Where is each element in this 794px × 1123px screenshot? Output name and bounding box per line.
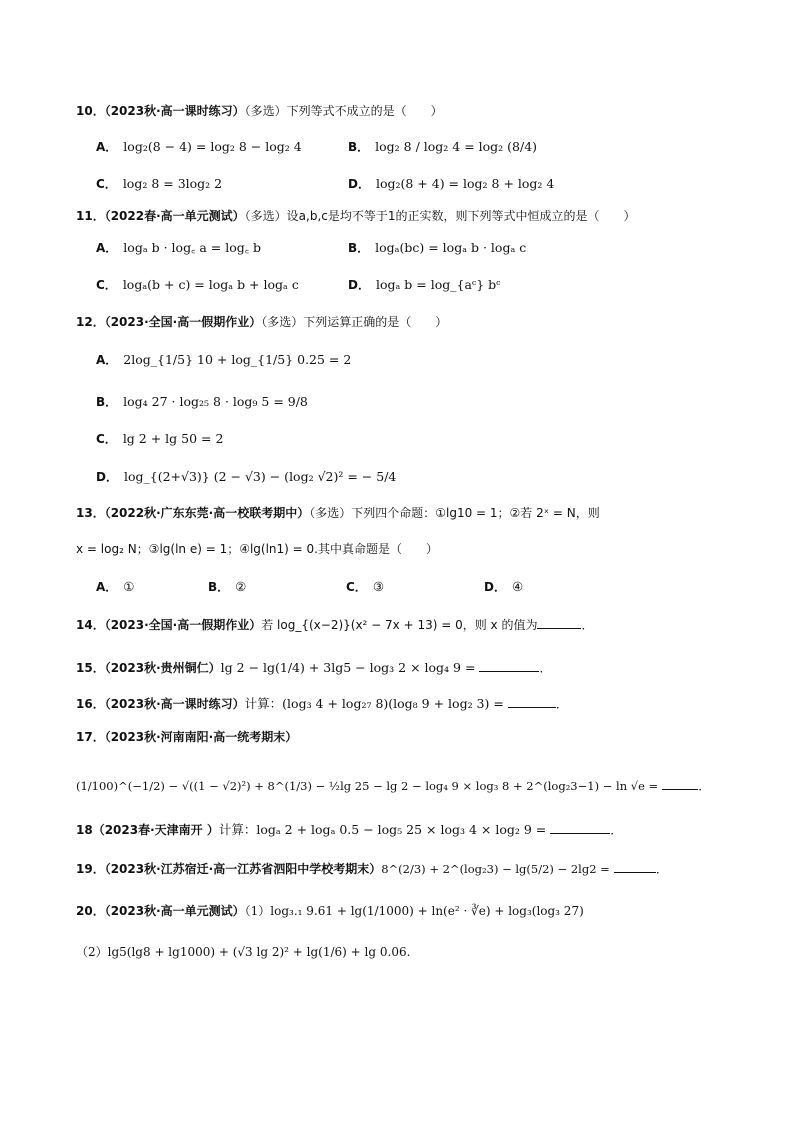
option-text: log₂ 8 / log₂ 4 = log₂ (8/4) xyxy=(375,139,538,154)
option-d xyxy=(348,276,500,294)
option-a xyxy=(96,578,135,596)
option-label: B． xyxy=(96,395,118,409)
answer-blank[interactable] xyxy=(479,659,539,672)
question-14 xyxy=(76,616,593,634)
question-stem: 计算：(log₃ 4 + log₂₇ 8)(log₈ 9 + log₂ 3) = xyxy=(244,696,504,711)
question-end: ． xyxy=(555,697,568,711)
option-b xyxy=(348,138,537,156)
option-a xyxy=(96,351,351,369)
answer-blank[interactable] xyxy=(550,821,610,834)
option-label: D． xyxy=(348,278,370,292)
option-text: ④ xyxy=(511,579,524,594)
answer-blank[interactable] xyxy=(537,616,581,629)
question-13 xyxy=(76,504,600,522)
question-10 xyxy=(76,102,443,120)
question-source: （2023·全国·高一假期作业） xyxy=(104,618,262,632)
question-source: （2023秋·高一课时练习） xyxy=(104,697,245,711)
option-c xyxy=(96,175,222,193)
option-text: ② xyxy=(235,579,247,594)
option-d xyxy=(484,578,523,596)
option-label: C． xyxy=(96,432,117,446)
option-text: logₐ b = log_{aᶜ} bᶜ xyxy=(375,277,501,292)
question-source: （2022春·高一单元测试） xyxy=(104,209,245,223)
question-stem: (1/100)^(−1/2) − √((1 − √2)²) + 8^(1/3) − ½lg 25 − lg 2 − log₄ 9 × log₃ 8 + 2^(log₂3−1) − ln √e = xyxy=(76,779,659,793)
answer-blank[interactable] xyxy=(662,777,698,790)
option-label: C． xyxy=(96,278,117,292)
question-number: 17． xyxy=(76,730,105,744)
question-source: （2023秋·高一课时练习） xyxy=(104,104,245,118)
option-c xyxy=(96,276,299,294)
question-end: ． xyxy=(581,618,594,632)
question-source: （2023秋·高一单元测试） xyxy=(104,904,245,918)
question-number: 14． xyxy=(76,618,105,632)
answer-blank[interactable] xyxy=(614,860,656,873)
option-b xyxy=(348,239,526,257)
option-label: C． xyxy=(96,177,117,191)
option-c xyxy=(96,430,223,448)
option-text: log_{(2+√3)} (2 − √3) − (log₂ √2)² = − 5/4 xyxy=(123,469,397,484)
question-20 xyxy=(76,902,584,920)
question-stem: （多选）下列四个命题：①lg10 = 1；②若 2ˣ = N，则 xyxy=(309,506,600,520)
question-number: 19． xyxy=(76,862,105,876)
question-15 xyxy=(76,659,551,677)
question-number: 20． xyxy=(76,904,105,918)
option-label: A． xyxy=(96,241,118,255)
question-number: 13． xyxy=(76,506,105,520)
question-16 xyxy=(76,695,568,713)
question-source: （2023秋·江苏宿迁·高一江苏省泗阳中学校考期末） xyxy=(104,862,382,876)
question-17-expression xyxy=(76,777,710,795)
question-stem: lg 2 − lg(1/4) + 3lg5 − log₃ 2 × log₄ 9 = xyxy=(220,660,476,675)
question-source: （2023秋·河南南阳·高一统考期末） xyxy=(104,730,298,744)
option-d xyxy=(96,468,396,486)
question-number: 16． xyxy=(76,697,105,711)
option-label: B． xyxy=(208,580,230,594)
option-b xyxy=(96,393,308,411)
question-number: 10． xyxy=(76,104,105,118)
question-18 xyxy=(76,821,622,839)
option-text: lg 2 + lg 50 = 2 xyxy=(122,431,224,446)
option-label: D． xyxy=(348,177,370,191)
question-part-1: （1）log₃.₁ 9.61 + lg(1/1000) + ln(e² · ∛e) + log₃(log₃ 27) xyxy=(244,904,584,918)
option-label: A． xyxy=(96,353,118,367)
question-number: 11． xyxy=(76,209,105,223)
option-label: B． xyxy=(348,241,370,255)
question-source: （2023秋·贵州铜仁） xyxy=(104,661,221,675)
question-end: ． xyxy=(698,779,711,793)
option-text: log₄ 27 · log₂₅ 8 · log₉ 5 = 9/8 xyxy=(123,394,308,409)
option-c xyxy=(346,578,384,596)
option-text: log₂(8 − 4) = log₂ 8 − log₂ 4 xyxy=(123,139,302,154)
question-number: 18 xyxy=(76,823,93,837)
question-end: ． xyxy=(539,661,552,675)
question-end: ． xyxy=(655,862,668,876)
option-text: 2log_{1/5} 10 + log_{1/5} 0.25 = 2 xyxy=(123,352,352,367)
question-stem: 计算：logₐ 2 + logₐ 0.5 − log₅ 25 × log₃ 4 × log₂ 9 = xyxy=(218,822,547,837)
option-text: log₂(8 + 4) = log₂ 8 + log₂ 4 xyxy=(375,176,555,191)
question-stem: （多选）下列等式不成立的是（ ） xyxy=(244,104,443,118)
option-label: B． xyxy=(348,140,370,154)
question-11 xyxy=(76,207,636,225)
question-number: 15． xyxy=(76,661,105,675)
option-a xyxy=(96,138,302,156)
option-label: D． xyxy=(96,470,118,484)
option-label: A． xyxy=(96,580,118,594)
question-20-part-2 xyxy=(76,943,410,961)
question-stem: （多选）设a,b,c是均不等于1的正实数，则下列等式中恒成立的是（ ） xyxy=(244,209,636,223)
option-b xyxy=(208,578,246,596)
question-source: （2022秋·广东东莞·高一校联考期中） xyxy=(104,506,310,520)
question-12 xyxy=(76,313,447,331)
option-text: logₐ b · log꜀ a = log꜀ b xyxy=(123,240,262,255)
question-source: （2023·全国·高一假期作业） xyxy=(104,315,262,329)
question-19 xyxy=(76,860,668,878)
option-text: ① xyxy=(123,579,135,594)
question-source: （2023春·天津南开 ） xyxy=(92,823,219,837)
question-number: 12． xyxy=(76,315,105,329)
question-stem: 若 log_{(x−2)}(x² − 7x + 13) = 0，则 x 的值为 xyxy=(261,618,538,632)
option-label: A． xyxy=(96,140,118,154)
option-text: logₐ(b + c) = logₐ b + logₐ c xyxy=(122,277,299,292)
question-13-line-2 xyxy=(76,540,438,558)
option-text: log₂ 8 = 3log₂ 2 xyxy=(122,176,223,191)
option-label: D． xyxy=(484,580,506,594)
option-d xyxy=(348,175,554,193)
question-part-2: （2）lg5(lg8 + lg1000) + (√3 lg 2)² + lg(1/6) + lg 0.06. xyxy=(76,945,411,959)
option-label: C． xyxy=(346,580,367,594)
option-a xyxy=(96,239,261,257)
option-text: logₐ(bc) = logₐ b · logₐ c xyxy=(375,240,527,255)
question-17 xyxy=(76,728,297,746)
question-stem-continued: x = log₂ N；③lg(ln e) = 1；④lg(ln1) = 0.其中真命题是（ ） xyxy=(76,542,438,556)
question-stem: （多选）下列运算正确的是（ ） xyxy=(261,315,448,329)
option-text: ③ xyxy=(372,579,385,594)
answer-blank[interactable] xyxy=(508,695,556,708)
question-stem: 8^(2/3) + 2^(log₂3) − lg(5/2) − 2lg2 = xyxy=(381,862,610,876)
question-end: ． xyxy=(610,823,623,837)
